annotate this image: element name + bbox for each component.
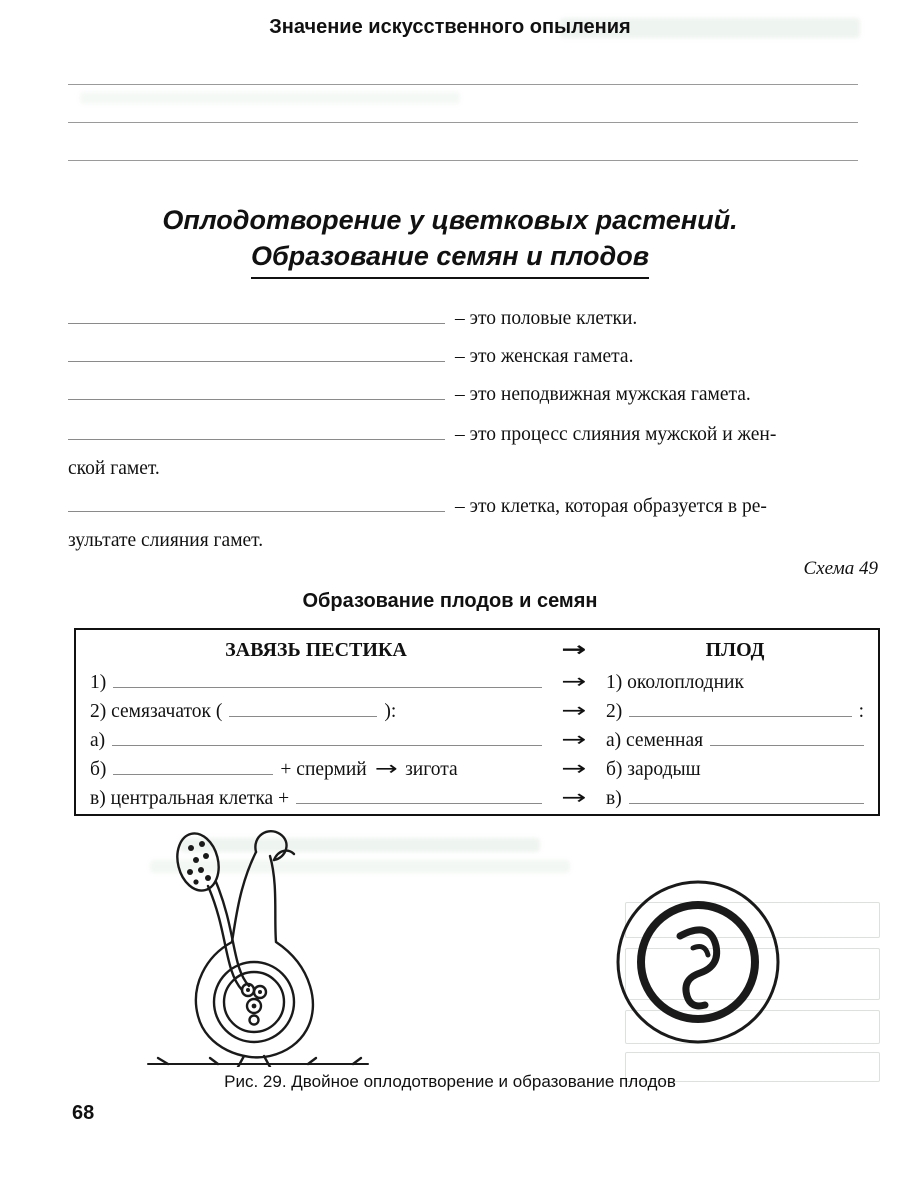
- schema-row-1: [76, 668, 878, 697]
- definition-row: [68, 384, 880, 406]
- fill-in-blank: [113, 773, 273, 775]
- row-text: 1) околоплодник: [606, 672, 744, 693]
- section-heading: [0, 202, 900, 279]
- schema-table: [74, 628, 880, 816]
- schema-header-left: ЗАВЯЗЬ ПЕСТИКА: [225, 639, 407, 661]
- fill-in-blank: [113, 686, 542, 688]
- row-label: в): [606, 788, 622, 809]
- bleed-through-artifact: [80, 92, 460, 104]
- right-arrow-icon: →: [561, 698, 587, 722]
- row-label: б): [90, 759, 107, 780]
- section-heading-line1: Оплодотворение у цветковых растений.: [162, 205, 738, 235]
- page-number: 68: [72, 1102, 95, 1124]
- figure-caption: Рис. 29. Двойное оплодотворение и образование плодов: [224, 1072, 676, 1091]
- schema-row-v: [76, 784, 878, 813]
- definition-text-wrap: ской гамет.: [68, 458, 160, 479]
- fill-in-blank: [68, 510, 445, 512]
- right-arrow-icon: →: [561, 727, 587, 751]
- definition-row: [68, 424, 880, 446]
- fill-in-blank: [112, 744, 542, 746]
- seed-figure: [598, 862, 798, 1067]
- row-text: ):: [384, 701, 397, 722]
- fill-in-blank: [629, 802, 864, 804]
- definition-row: [68, 346, 880, 368]
- schema-row-b: [76, 755, 878, 784]
- row-text: б) зародыш: [606, 759, 701, 780]
- schema-header-row: [76, 636, 878, 668]
- writing-line: [68, 160, 858, 161]
- fill-in-blank: [68, 438, 445, 440]
- fill-in-blank: [296, 802, 542, 804]
- definition-text: – это женская гамета.: [455, 346, 634, 367]
- schema-row-a: [76, 726, 878, 755]
- fill-in-blank: [68, 322, 445, 324]
- definition-text: – это неподвижная мужская гамета.: [455, 384, 751, 405]
- row-text: :: [858, 701, 864, 722]
- schema-header-right: ПЛОД: [705, 639, 765, 661]
- row-label: 1): [90, 672, 107, 693]
- row-text: а) семенная: [606, 730, 704, 751]
- pistil-diagram-drawing: [128, 822, 388, 1067]
- writing-line: [68, 84, 858, 85]
- schema-number-label: Схема 49: [803, 558, 878, 579]
- definition-row: [68, 308, 880, 330]
- right-arrow-icon: →: [561, 669, 587, 693]
- definition-text: – это процесс слияния мужской и жен-: [455, 424, 777, 445]
- page-header-title: Значение искусственного опыления: [269, 16, 631, 38]
- fill-in-blank: [229, 715, 377, 717]
- row-text: 2) семязачаток (: [90, 701, 223, 722]
- row-text: в) центральная клетка +: [90, 788, 290, 809]
- fill-in-blank: [68, 360, 445, 362]
- schema-title: Образование плодов и семян: [302, 590, 598, 612]
- row-text: + спермий: [280, 759, 367, 780]
- seed-drawing: [598, 862, 798, 1062]
- pistil-fertilization-figure: [128, 822, 388, 1072]
- right-arrow-icon: →: [561, 756, 587, 780]
- fill-in-blank: [68, 398, 445, 400]
- schema-row-2: [76, 697, 878, 726]
- right-arrow-icon: →: [561, 785, 587, 809]
- right-arrow-icon: →: [561, 637, 587, 661]
- definition-text-wrap: зультате слияния гамет.: [68, 530, 264, 551]
- right-arrow-icon: →: [374, 757, 398, 780]
- fill-in-blank: [710, 744, 864, 746]
- definition-text: – это половые клетки.: [455, 308, 638, 329]
- row-text: зигота: [405, 759, 458, 780]
- writing-line: [68, 122, 858, 123]
- row-label: а): [90, 730, 106, 751]
- fill-in-blank: [629, 715, 851, 717]
- section-heading-line2: Образование семян и плодов: [251, 238, 649, 279]
- definition-text: – это клетка, которая образуется в ре-: [455, 496, 767, 517]
- definition-row: [68, 496, 880, 518]
- row-label: 2): [606, 701, 623, 722]
